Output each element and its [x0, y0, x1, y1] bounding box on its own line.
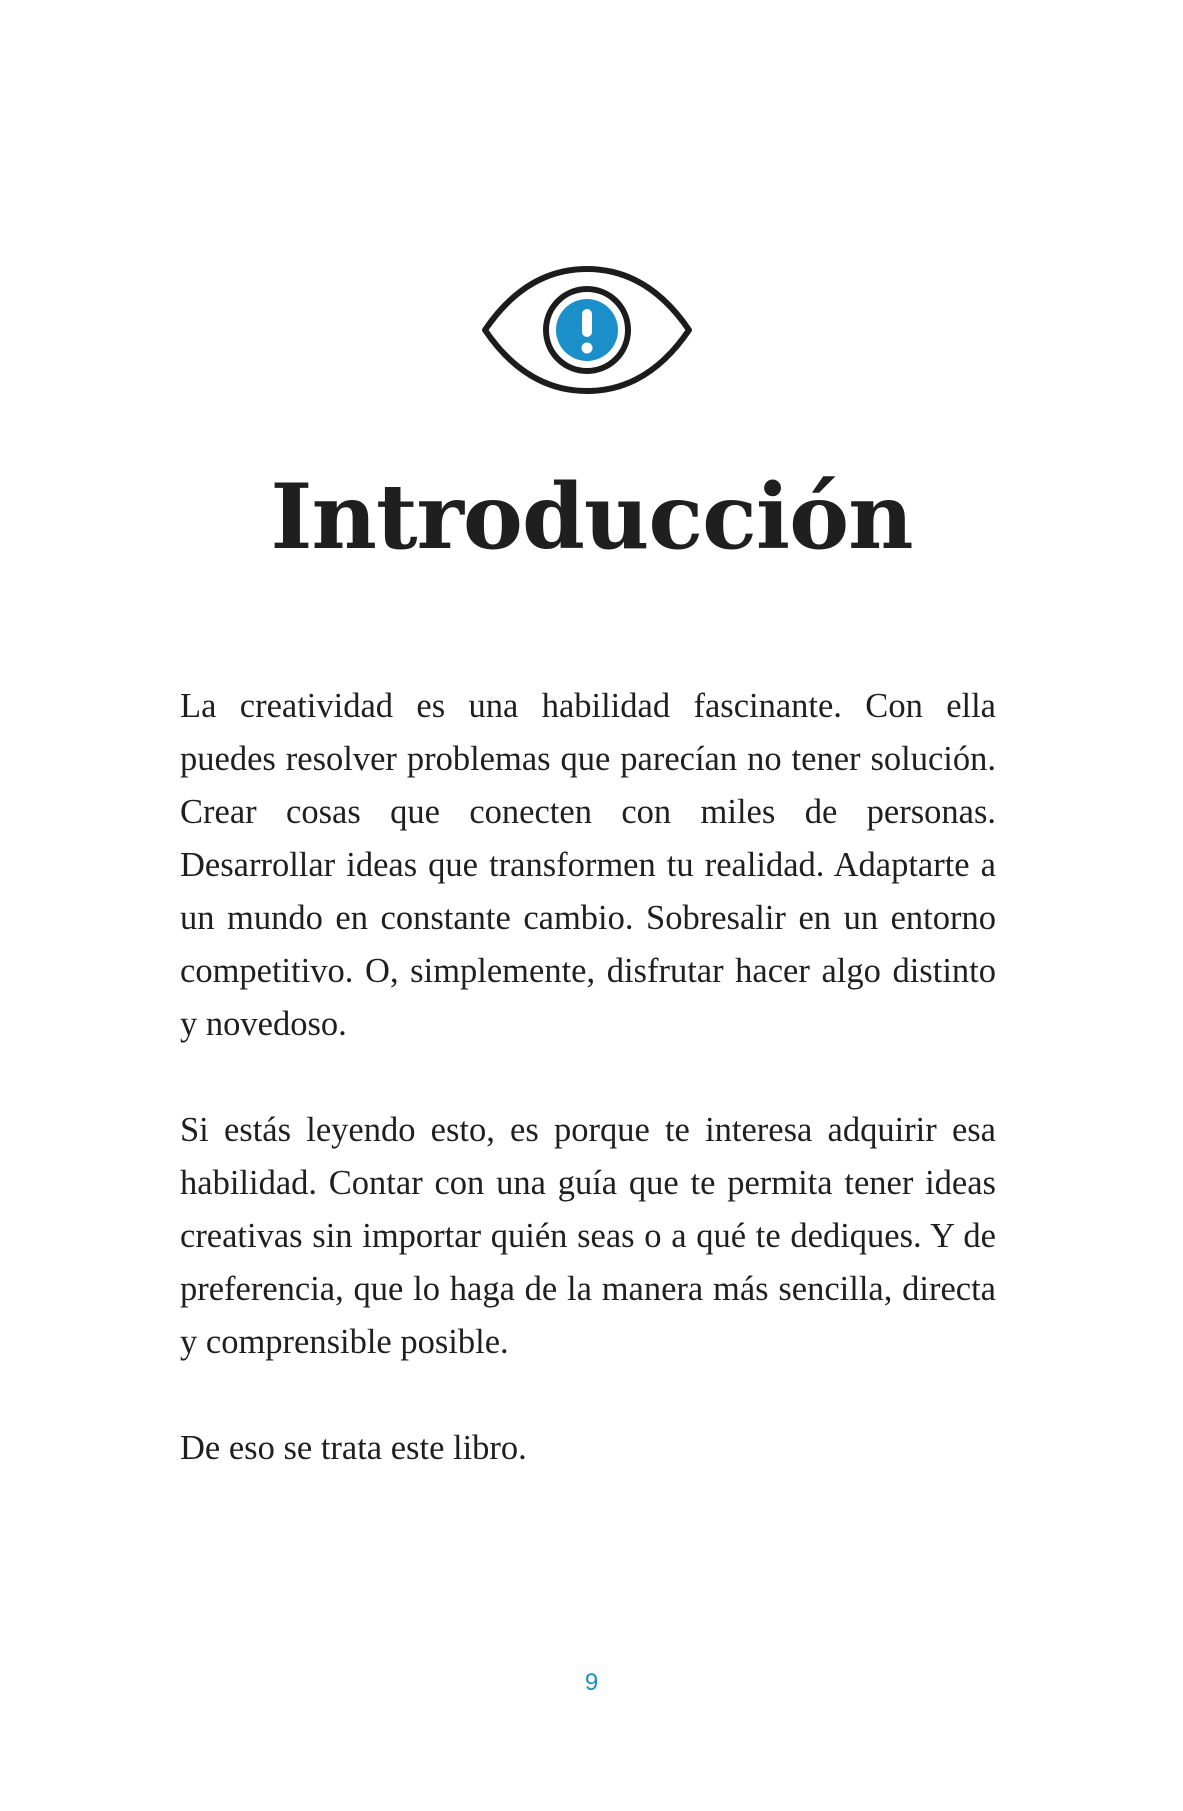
page-title: Introducción — [270, 464, 913, 570]
body-text — [180, 680, 996, 1528]
page-number: 9 — [584, 1669, 599, 1696]
paragraph: Si estás leyendo esto, es porque te interesa adquirir esa habilidad. Contar con una guía que te permita tener ideas creativas sin importar quién seas o a qué te dediques. Y de preferencia, que lo haga de la manera más sencilla, directa y comprensible posible. — [180, 1111, 996, 1361]
paragraph: De eso se trata este libro. — [180, 1429, 527, 1467]
exclamation-dot — [582, 343, 593, 354]
exclamation-bar — [582, 309, 592, 337]
eye-exclamation-icon — [481, 265, 693, 395]
paragraph: La creatividad es una habilidad fascinante. Con ella puedes resolver problemas que parecían no tener solución. Crear cosas que conecten con miles de personas. Desarrollar ideas que transformen tu realidad. Adaptarte a un mundo en constante cambio. Sobresalir en un entorno competitivo. O, simplemente, disfrutar hacer algo distinto y novedoso. — [180, 687, 996, 1043]
